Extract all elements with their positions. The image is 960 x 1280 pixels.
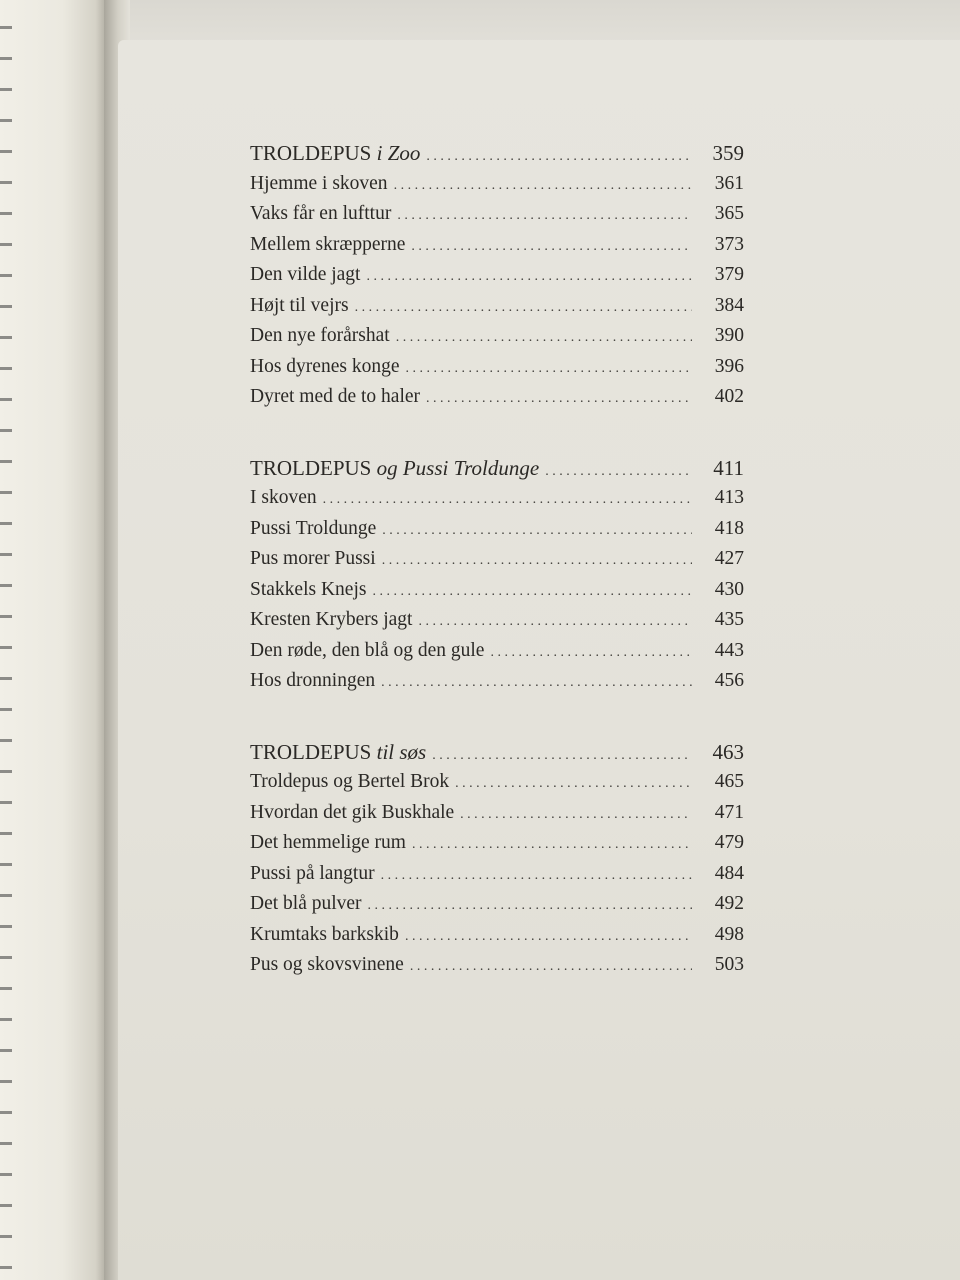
dot-leader — [426, 142, 692, 173]
toc-entry — [250, 514, 744, 545]
entry-title: Pussi Troldunge — [250, 517, 377, 539]
entry-title: Hvordan det gik Buskhale — [250, 801, 455, 823]
page-number: 443 — [714, 639, 744, 661]
dot-leader — [381, 668, 692, 699]
toc-entry — [250, 321, 744, 352]
page-number: 503 — [714, 954, 744, 975]
dot-leader — [490, 638, 692, 669]
background-top — [0, 0, 960, 42]
entry-title: Mellem skræpperne — [250, 233, 406, 255]
section-heading — [250, 737, 744, 768]
entry-title: Pus og skovsvinene — [250, 954, 404, 975]
dot-leader — [545, 457, 692, 488]
dot-leader — [366, 262, 692, 293]
left-page-text-edge — [0, 0, 12, 1280]
dot-leader — [411, 232, 692, 263]
dot-leader — [432, 741, 692, 772]
toc-entry — [250, 798, 744, 829]
entry-title: Dyret med de to haler — [250, 386, 421, 407]
page-number: 402 — [714, 386, 744, 407]
entry-title: Troldepus og Bertel Brok — [250, 771, 450, 792]
section-heading — [250, 138, 744, 169]
entry-title: Pus morer Pussi — [250, 548, 376, 569]
page-number: 492 — [714, 893, 744, 914]
page-number: 411 — [713, 455, 744, 480]
entry-title: Den vilde jagt — [250, 264, 361, 285]
entry-title: Hos dyrenes konge — [250, 355, 400, 377]
page-number: 427 — [714, 548, 744, 569]
entry-title: Stakkels Knejs — [250, 578, 367, 600]
page-number: 456 — [714, 670, 744, 691]
page-number: 463 — [712, 739, 744, 764]
toc-entry — [250, 169, 744, 200]
page-number: 465 — [714, 771, 744, 792]
dot-leader — [412, 830, 692, 861]
entry-title: Hjemme i skoven — [250, 172, 388, 194]
entry-title: Det blå pulver — [250, 893, 362, 914]
toc-entry — [250, 544, 744, 575]
section-title: TROLDEPUS i Zoo — [250, 141, 421, 165]
entry-title: I skoven — [250, 487, 317, 508]
page-number: 430 — [714, 578, 744, 600]
dot-leader — [394, 171, 692, 202]
entry-title: Krumtaks barkskib — [250, 923, 399, 945]
page-number: 379 — [714, 264, 744, 285]
entry-title: Det hemmelige rum — [250, 832, 406, 853]
entry-title: Kresten Krybers jagt — [250, 609, 413, 630]
dot-leader — [418, 607, 692, 638]
entry-title: Hos dronningen — [250, 670, 376, 691]
dot-leader — [397, 201, 692, 232]
dot-leader — [372, 577, 692, 608]
toc-entry — [250, 382, 744, 413]
page-number: 413 — [714, 487, 744, 508]
toc-entry — [250, 636, 744, 667]
page-number: 484 — [714, 862, 744, 884]
page-number: 479 — [714, 832, 744, 853]
page-number: 384 — [714, 294, 744, 316]
toc-entry — [250, 859, 744, 890]
toc-section-2 — [250, 453, 744, 697]
toc-entry — [250, 920, 744, 951]
dot-leader — [381, 861, 692, 892]
toc-entry — [250, 291, 744, 322]
entry-title: Den røde, den blå og den gule — [250, 639, 485, 661]
toc-entry — [250, 889, 744, 920]
toc-entry — [250, 828, 744, 859]
page-number: 365 — [714, 203, 744, 224]
page-number: 359 — [712, 141, 744, 165]
table-of-contents — [250, 138, 744, 981]
toc-entry — [250, 260, 744, 291]
page-number: 471 — [714, 801, 744, 823]
dot-leader — [426, 384, 692, 415]
entry-title: Den nye forårshat — [250, 325, 390, 346]
dot-leader — [382, 546, 692, 577]
left-page — [0, 0, 104, 1280]
toc-entry — [250, 352, 744, 383]
page-number: 498 — [714, 923, 744, 945]
toc-entry — [250, 767, 744, 798]
page-number: 418 — [714, 517, 744, 539]
toc-entry — [250, 666, 744, 697]
dot-leader — [355, 293, 692, 324]
entry-title: Vaks får en lufttur — [250, 203, 392, 224]
toc-section-1 — [250, 138, 744, 413]
dot-leader — [410, 952, 692, 983]
section-heading — [250, 453, 744, 484]
toc-entry — [250, 199, 744, 230]
page-number: 390 — [714, 325, 744, 346]
page-number: 373 — [714, 233, 744, 255]
dot-leader — [455, 769, 692, 800]
dot-leader — [382, 516, 692, 547]
section-title: TROLDEPUS og Pussi Troldunge — [250, 455, 540, 480]
dot-leader — [368, 891, 692, 922]
dot-leader — [460, 800, 692, 831]
toc-entry — [250, 483, 744, 514]
entry-title: Højt til vejrs — [250, 294, 349, 316]
toc-section-3 — [250, 737, 744, 981]
toc-entry — [250, 575, 744, 606]
entry-title: Pussi på langtur — [250, 862, 375, 884]
toc-entry — [250, 230, 744, 261]
page-number: 361 — [714, 172, 744, 194]
dot-leader — [405, 354, 692, 385]
section-title: TROLDEPUS til søs — [250, 739, 427, 764]
dot-leader — [323, 485, 692, 516]
toc-entry — [250, 950, 744, 981]
toc-entry — [250, 605, 744, 636]
dot-leader — [396, 323, 692, 354]
page-number: 435 — [714, 609, 744, 630]
page-number: 396 — [714, 355, 744, 377]
dot-leader — [405, 922, 692, 953]
